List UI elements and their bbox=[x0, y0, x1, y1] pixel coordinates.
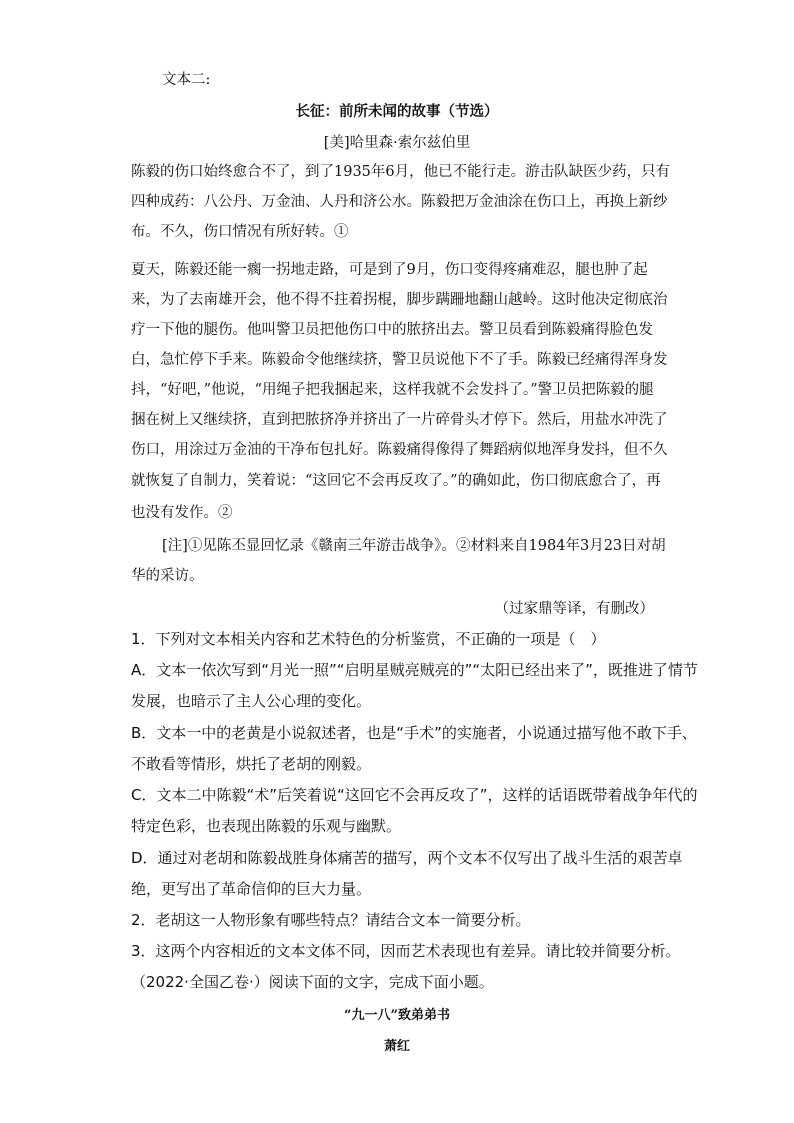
note-line: 华的采访。 bbox=[131, 568, 204, 584]
next-passage-author: 萧红 bbox=[383, 1039, 410, 1054]
source-line: （2022·全国乙卷·）阅读下面的文字，完成下面小题。 bbox=[131, 973, 494, 991]
question-line: 发展，也暗示了主人公心理的变化。 bbox=[131, 692, 372, 710]
question-line: 不敢看等情形，烘托了老胡的刚毅。 bbox=[131, 755, 372, 773]
question-line: 绝，更写出了革命信仰的巨大力量。 bbox=[131, 880, 372, 898]
passage-line: 陈毅的伤口始终愈合不了，到了1935年6月，他已不能行走。游击队缺医少药，只有 bbox=[131, 164, 671, 180]
passage-line: 也没有发作。② bbox=[131, 505, 233, 521]
question-line: D．通过对老胡和陈毅战胜身体痛苦的描写，两个文本不仅写出了战斗生活的艰苦卓 bbox=[131, 849, 683, 867]
question-line: B．文本一中的老黄是小说叙述者，也是“手术”的实施者，小说通过描写他不敢下手、 bbox=[131, 724, 697, 742]
passage-line: 伤口，用涂过万金油的干净布包扎好。陈毅痛得像得了舞蹈病似地浑身发抖，但不久 bbox=[131, 442, 668, 458]
passage-line: 抖，“好吧，”他说，“用绳子把我捆起来，这样我就不会发抖了。”警卫员把陈毅的腿 bbox=[131, 382, 654, 398]
next-passage-title: “九一八”致弟弟书 bbox=[344, 1008, 450, 1023]
passage-author: [美]哈里森·索尔兹伯里 bbox=[323, 135, 471, 151]
note-line: [注]①见陈丕显回忆录《赣南三年游击战争》。②材料来自1984年3月23日对胡 bbox=[162, 538, 666, 554]
passage-line: 疗一下他的腿伤。他叫警卫员把他伤口中的脓挤出去。警卫员看到陈毅痛得脸色发 bbox=[131, 322, 653, 338]
question-line: 特定色彩，也表现出陈毅的乐观与幽默。 bbox=[131, 817, 402, 835]
passage-line: 夏天，陈毅还能一瘸一拐地走路，可是到了9月，伤口变得疼痛难忍，腿也肿了起 bbox=[131, 262, 648, 278]
passage-line: 四种成药：八公丹、万金油、人丹和济公水。陈毅把万金油涂在伤口上，再换上新纱 bbox=[131, 194, 668, 210]
question-line: 2．老胡这一人物形象有哪些特点？请结合文本一简要分析。 bbox=[131, 911, 531, 929]
translator-credit: （过家鼎等译，有删改） bbox=[494, 601, 654, 617]
passage-title: 长征：前所未闻的故事（节选） bbox=[295, 103, 499, 120]
text2-label: 文本二: bbox=[162, 72, 211, 88]
question-line: C．文本二中陈毅“术”后笑着说“这回它不会再反攻了”，这样的话语既带着战争年代的 bbox=[131, 786, 698, 804]
passage-line: 布。不久，伤口情况有所好转。① bbox=[131, 224, 349, 240]
passage-line: 捆在树上又继续挤，直到把脓挤净并挤出了一片碎骨头才停下。然后，用盐水冲洗了 bbox=[131, 412, 668, 428]
question-line: 3．这两个内容相近的文本文体不同，因而艺术表现也有差异。请比较并简要分析。 bbox=[131, 942, 681, 960]
passage-line: 来，为了去南雄开会，他不得不拄着拐棍，脚步蹒跚地翻山越岭。这时他决定彻底治 bbox=[131, 292, 668, 308]
question-line: 1．下列对文本相关内容和艺术特色的分析鉴赏，不正确的一项是（ ） bbox=[131, 630, 606, 648]
passage-line: 就恢复了自制力，笑着说：“这回它不会再反攻了。”的确如此，伤口彻底愈合了，再 bbox=[131, 473, 661, 489]
question-line: A．文本一依次写到“月光一照”“启明星贼亮贼亮的”“太阳已经出来了”，既推进了情节 bbox=[131, 661, 698, 679]
passage-line: 白，急忙停下手来。陈毅命令他继续挤，警卫员说他下不了手。陈毅已经痛得浑身发 bbox=[131, 352, 668, 368]
